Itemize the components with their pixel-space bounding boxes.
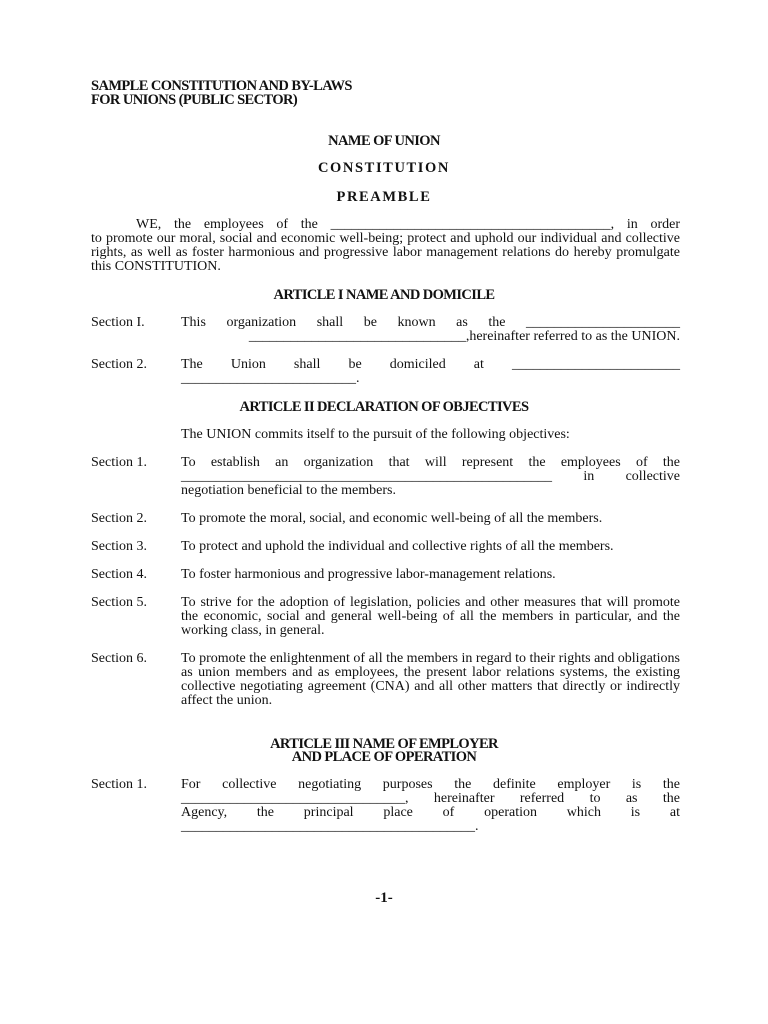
article-1-section-1-line1: This organization shall be known as the ______________________ [181, 315, 680, 330]
article-3-section-1-line2: ________________________________, hereinafter referred to as the [181, 791, 680, 806]
preamble-body: to promote our moral, social and economic well-being; protect and uphold our individual and collective rights, as well as foster harmonious and progressive labor management relations do hereby promulgate this CONSTITUTION. [91, 231, 680, 274]
article-3-heading-line1: ARTICLE III NAME OF EMPLOYER [270, 736, 498, 752]
article-1-section-1-line2: _______________________________,hereinafter referred to as the UNION. [248, 329, 680, 344]
constitution-heading: CONSTITUTION [317, 160, 450, 176]
article-3-section-1-line1: For collective negotiating purposes the definite employer is the [181, 777, 680, 792]
article-1-section-2-label: Section 2. [91, 357, 147, 372]
article-2-section-3-label: Section 3. [91, 539, 147, 554]
document-title-line1: SAMPLE CONSTITUTION AND BY-LAWS [91, 78, 352, 94]
article-2-section-1-line3: negotiation beneficial to the members. [181, 483, 396, 498]
article-2-section-1-line2: _____________________________________________________ in collective [181, 469, 680, 484]
article-3-section-1-line3: Agency, the principal place of operation which is at [181, 805, 680, 820]
article-2-section-1-label: Section 1. [91, 455, 147, 470]
article-3-heading-line2: AND PLACE OF OPERATION [291, 749, 477, 765]
article-2-section-6-label: Section 6. [91, 651, 147, 666]
article-1-section-2-line2: _________________________. [181, 371, 360, 386]
article-2-section-3-text: To protect and uphold the individual and collective rights of all the members. [181, 539, 614, 554]
preamble-first-line: WE, the employees of the ________________________________________, in order [136, 217, 680, 232]
article-2-section-4-label: Section 4. [91, 567, 147, 582]
page-number: -1- [375, 890, 393, 906]
article-3-section-1-label: Section 1. [91, 777, 147, 792]
article-2-section-5-text: To strive for the adoption of legislation, policies and other measures that will promote the economic, social and general well-being of all the members in particular, and the working class, in general. [181, 595, 680, 638]
article-2-section-2-text: To promote the moral, social, and economic well-being of all the members. [181, 511, 603, 526]
article-2-section-6-text: To promote the enlightenment of all the members in regard to their rights and obligations as union members and as employees, the present labor relations systems, the existing collective negotiating agreement (CNA) and all other matters that directly or indirectly affect the union. [181, 651, 681, 708]
article-1-heading: ARTICLE I NAME AND DOMICILE [273, 287, 495, 303]
article-2-heading: ARTICLE II DECLARATION OF OBJECTIVES [239, 399, 529, 415]
article-1-section-1-label: Section I. [91, 315, 145, 330]
union-name-heading: NAME OF UNION [328, 133, 440, 149]
preamble-heading: PREAMBLE [336, 189, 432, 205]
article-2-intro: The UNION commits itself to the pursuit of the following objectives: [181, 427, 570, 442]
document-title-line2: FOR UNIONS (PUBLIC SECTOR) [91, 92, 298, 108]
article-3-section-1-line4: __________________________________________. [181, 819, 479, 834]
article-2-section-5-label: Section 5. [91, 595, 147, 610]
article-2-section-2-label: Section 2. [91, 511, 147, 526]
article-2-section-4-text: To foster harmonious and progressive labor-management relations. [181, 567, 556, 582]
article-2-section-1-line1: To establish an organization that will represent the employees of the [181, 455, 680, 470]
article-1-section-2-line1: The Union shall be domiciled at ________________________ [181, 357, 680, 372]
